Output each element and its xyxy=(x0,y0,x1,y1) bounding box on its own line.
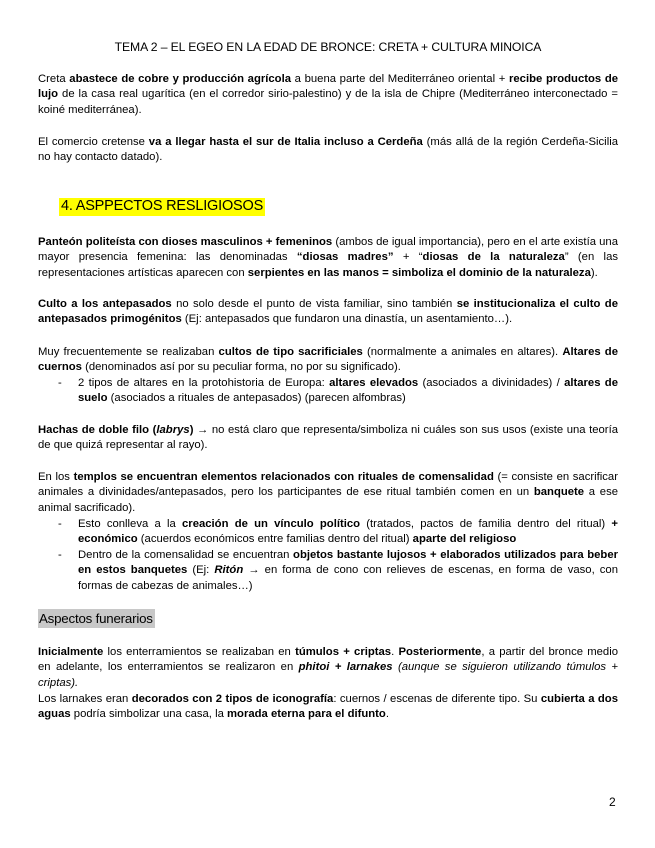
bold-italic-run: labrys xyxy=(156,424,190,436)
text-run: (asociados a rituales de antepasados) (parecen alfombras) xyxy=(107,392,406,405)
bold-run: objetos bastante lujosos + elaborados utilizados para beber en estos banquetes xyxy=(78,549,619,577)
religion-paragraph-sacrifices xyxy=(38,345,618,376)
religion-paragraph-labrys xyxy=(38,423,618,454)
bold-run: “diosas madres” xyxy=(296,251,394,264)
bold-run: cubierta a dos aguas xyxy=(38,693,618,721)
bold-run: túmulos + criptas xyxy=(295,646,392,658)
text-run: Esto conlleva a la xyxy=(78,518,183,530)
document-title: TEMA 2 – EL EGEO EN LA EDAD DE BRONCE: CRETA + CULTURA MINOICA xyxy=(114,40,542,54)
italic-run: (aunque se siguieron utilizando túmulos + criptas). xyxy=(38,661,618,689)
text-run: (normalmente a animales en altares). xyxy=(362,346,563,358)
funerary-paragraph-burials xyxy=(38,645,618,691)
bold-run: recibe productos de lujo xyxy=(38,73,619,101)
bold-run: creación de un vínculo político xyxy=(182,518,361,530)
section-heading-religious-aspects: 4. ASPPECTOS RESLIGIOSOS xyxy=(59,198,265,216)
bold-run: banquete xyxy=(533,486,585,499)
text-run: (Ej: antepasados que fundaron una dinastía, un asentamiento…). xyxy=(181,313,513,326)
bold-run: altares de suelo xyxy=(78,377,618,405)
bullet-dash: - xyxy=(58,518,62,530)
religion-paragraph-pantheon xyxy=(38,235,618,281)
list-item-text xyxy=(78,548,618,594)
bold-italic-run: phitoi + larnakes xyxy=(298,661,393,674)
text-run: de la casa real ugarítica (en el corredor sirio-palestino) y de la isla de Chipre (Mediterráneo interconectado = koiné mediterránea). xyxy=(38,88,618,116)
religion-paragraph-commensality xyxy=(38,470,618,516)
text-run: 2 tipos de altares en la protohistoria de Europa: xyxy=(78,377,330,389)
bold-run: diosas de la naturaleza xyxy=(422,251,565,264)
text-run: , a partir del bronce medio en adelante, los enterramientos se realizaron en xyxy=(38,646,619,674)
intro-paragraph-1 xyxy=(38,72,618,118)
text-run: : cuernos / escenas de diferente tipo. Su xyxy=(333,693,541,705)
text-run: → no está claro que representa/simboliza ni cuáles son sus usos (existe una teoría de que quizá representar al rayo). xyxy=(38,424,618,452)
text-run: no solo desde el punto de vista familiar, sino también xyxy=(171,298,457,310)
bold-run: morada eterna para el difunto xyxy=(227,708,386,721)
text-run: (asociados a divinidades) / xyxy=(418,377,565,389)
text-run: (acuerdos económicos entre familias dentro del ritual) xyxy=(137,533,413,546)
bold-italic-run: Ritón xyxy=(214,564,244,577)
bold-run: aparte del religioso xyxy=(412,533,517,546)
section-heading-funerary-aspects: Aspectos funerarios xyxy=(38,609,155,628)
text-run: a buena parte del Mediterráneo oriental + xyxy=(291,73,509,85)
text-run: (tratados, pactos de familia dentro del ritual) xyxy=(360,518,612,530)
page-number: 2 xyxy=(609,795,616,809)
text-run: (= consiste en sacrificar animales a divinidades/antepasados, pero los participantes de ese ritual también comen en un xyxy=(38,471,618,499)
text-run: (más allá de la región Cerdeña-Sicilia no hay contacto datado). xyxy=(38,136,618,164)
text-run: . xyxy=(385,708,389,721)
bold-run: decorados con 2 tipos de iconografía xyxy=(131,693,334,705)
text-run: ” (en las representaciones artísticas aparecen con xyxy=(38,251,619,279)
bullet-dash: - xyxy=(58,377,62,389)
list-item-text xyxy=(78,517,618,548)
bold-run: cultos de tipo sacrificiales xyxy=(218,346,363,358)
intro-paragraph-2 xyxy=(38,135,618,166)
text-run: → en forma de cono con relieves de escenas, en forma de vaso, con formas de cabezas de animales…) xyxy=(78,564,618,592)
bold-run: Culto a los antepasados xyxy=(38,298,172,310)
bold-run: templos se encuentran elementos relacionados con rituales de comensalidad xyxy=(73,471,494,483)
text-run: a ese animal sacrificado). xyxy=(38,486,619,514)
bold-run: Posteriormente xyxy=(398,646,482,658)
text-run: Muy frecuentemente se realizaban xyxy=(38,346,219,358)
bold-run: Hachas de doble filo ( xyxy=(38,424,157,436)
bold-run: + económico xyxy=(78,518,618,546)
text-run: Creta xyxy=(38,73,70,85)
text-run: Los larnakes eran xyxy=(38,693,132,705)
text-run: . xyxy=(391,646,399,658)
text-run: (Ej: xyxy=(187,564,215,577)
text-run: los enterramientos se realizaban en xyxy=(103,646,296,658)
bold-run: Panteón politeísta con dioses masculinos + femeninos xyxy=(38,236,333,248)
bold-run: va a llegar hasta el sur de Italia incluso a Cerdeña xyxy=(148,136,423,148)
text-run: ). xyxy=(590,266,598,279)
text-run: El comercio cretense xyxy=(38,136,149,148)
bullet-dash: - xyxy=(58,549,62,561)
funerary-paragraph-larnakes xyxy=(38,692,618,723)
text-run: + “ xyxy=(393,251,423,264)
bold-run: serpientes en las manos = simboliza el dominio de la naturaleza xyxy=(247,266,591,279)
text-run: En los xyxy=(38,471,74,483)
bold-run: Altares de cuernos xyxy=(38,346,618,374)
bold-run: ) xyxy=(189,424,194,436)
bold-run: se institucionaliza el culto de antepasados primogénitos xyxy=(38,298,618,326)
list-item-text xyxy=(78,376,618,407)
text-run: Dentro de la comensalidad se encuentran xyxy=(78,549,294,561)
bold-run: Inicialmente xyxy=(38,646,104,658)
bold-run: abastece de cobre y producción agrícola xyxy=(69,73,291,85)
religion-paragraph-ancestors xyxy=(38,297,618,328)
text-run: (ambos de igual importancia), pero en el arte existía una mayor presencia femenina: las denominadas xyxy=(38,236,618,264)
bold-run: altares elevados xyxy=(329,377,419,389)
text-run: (denominados así por su peculiar forma, no por su significado). xyxy=(81,361,401,374)
text-run: podría simbolizar una casa, la xyxy=(70,708,228,721)
